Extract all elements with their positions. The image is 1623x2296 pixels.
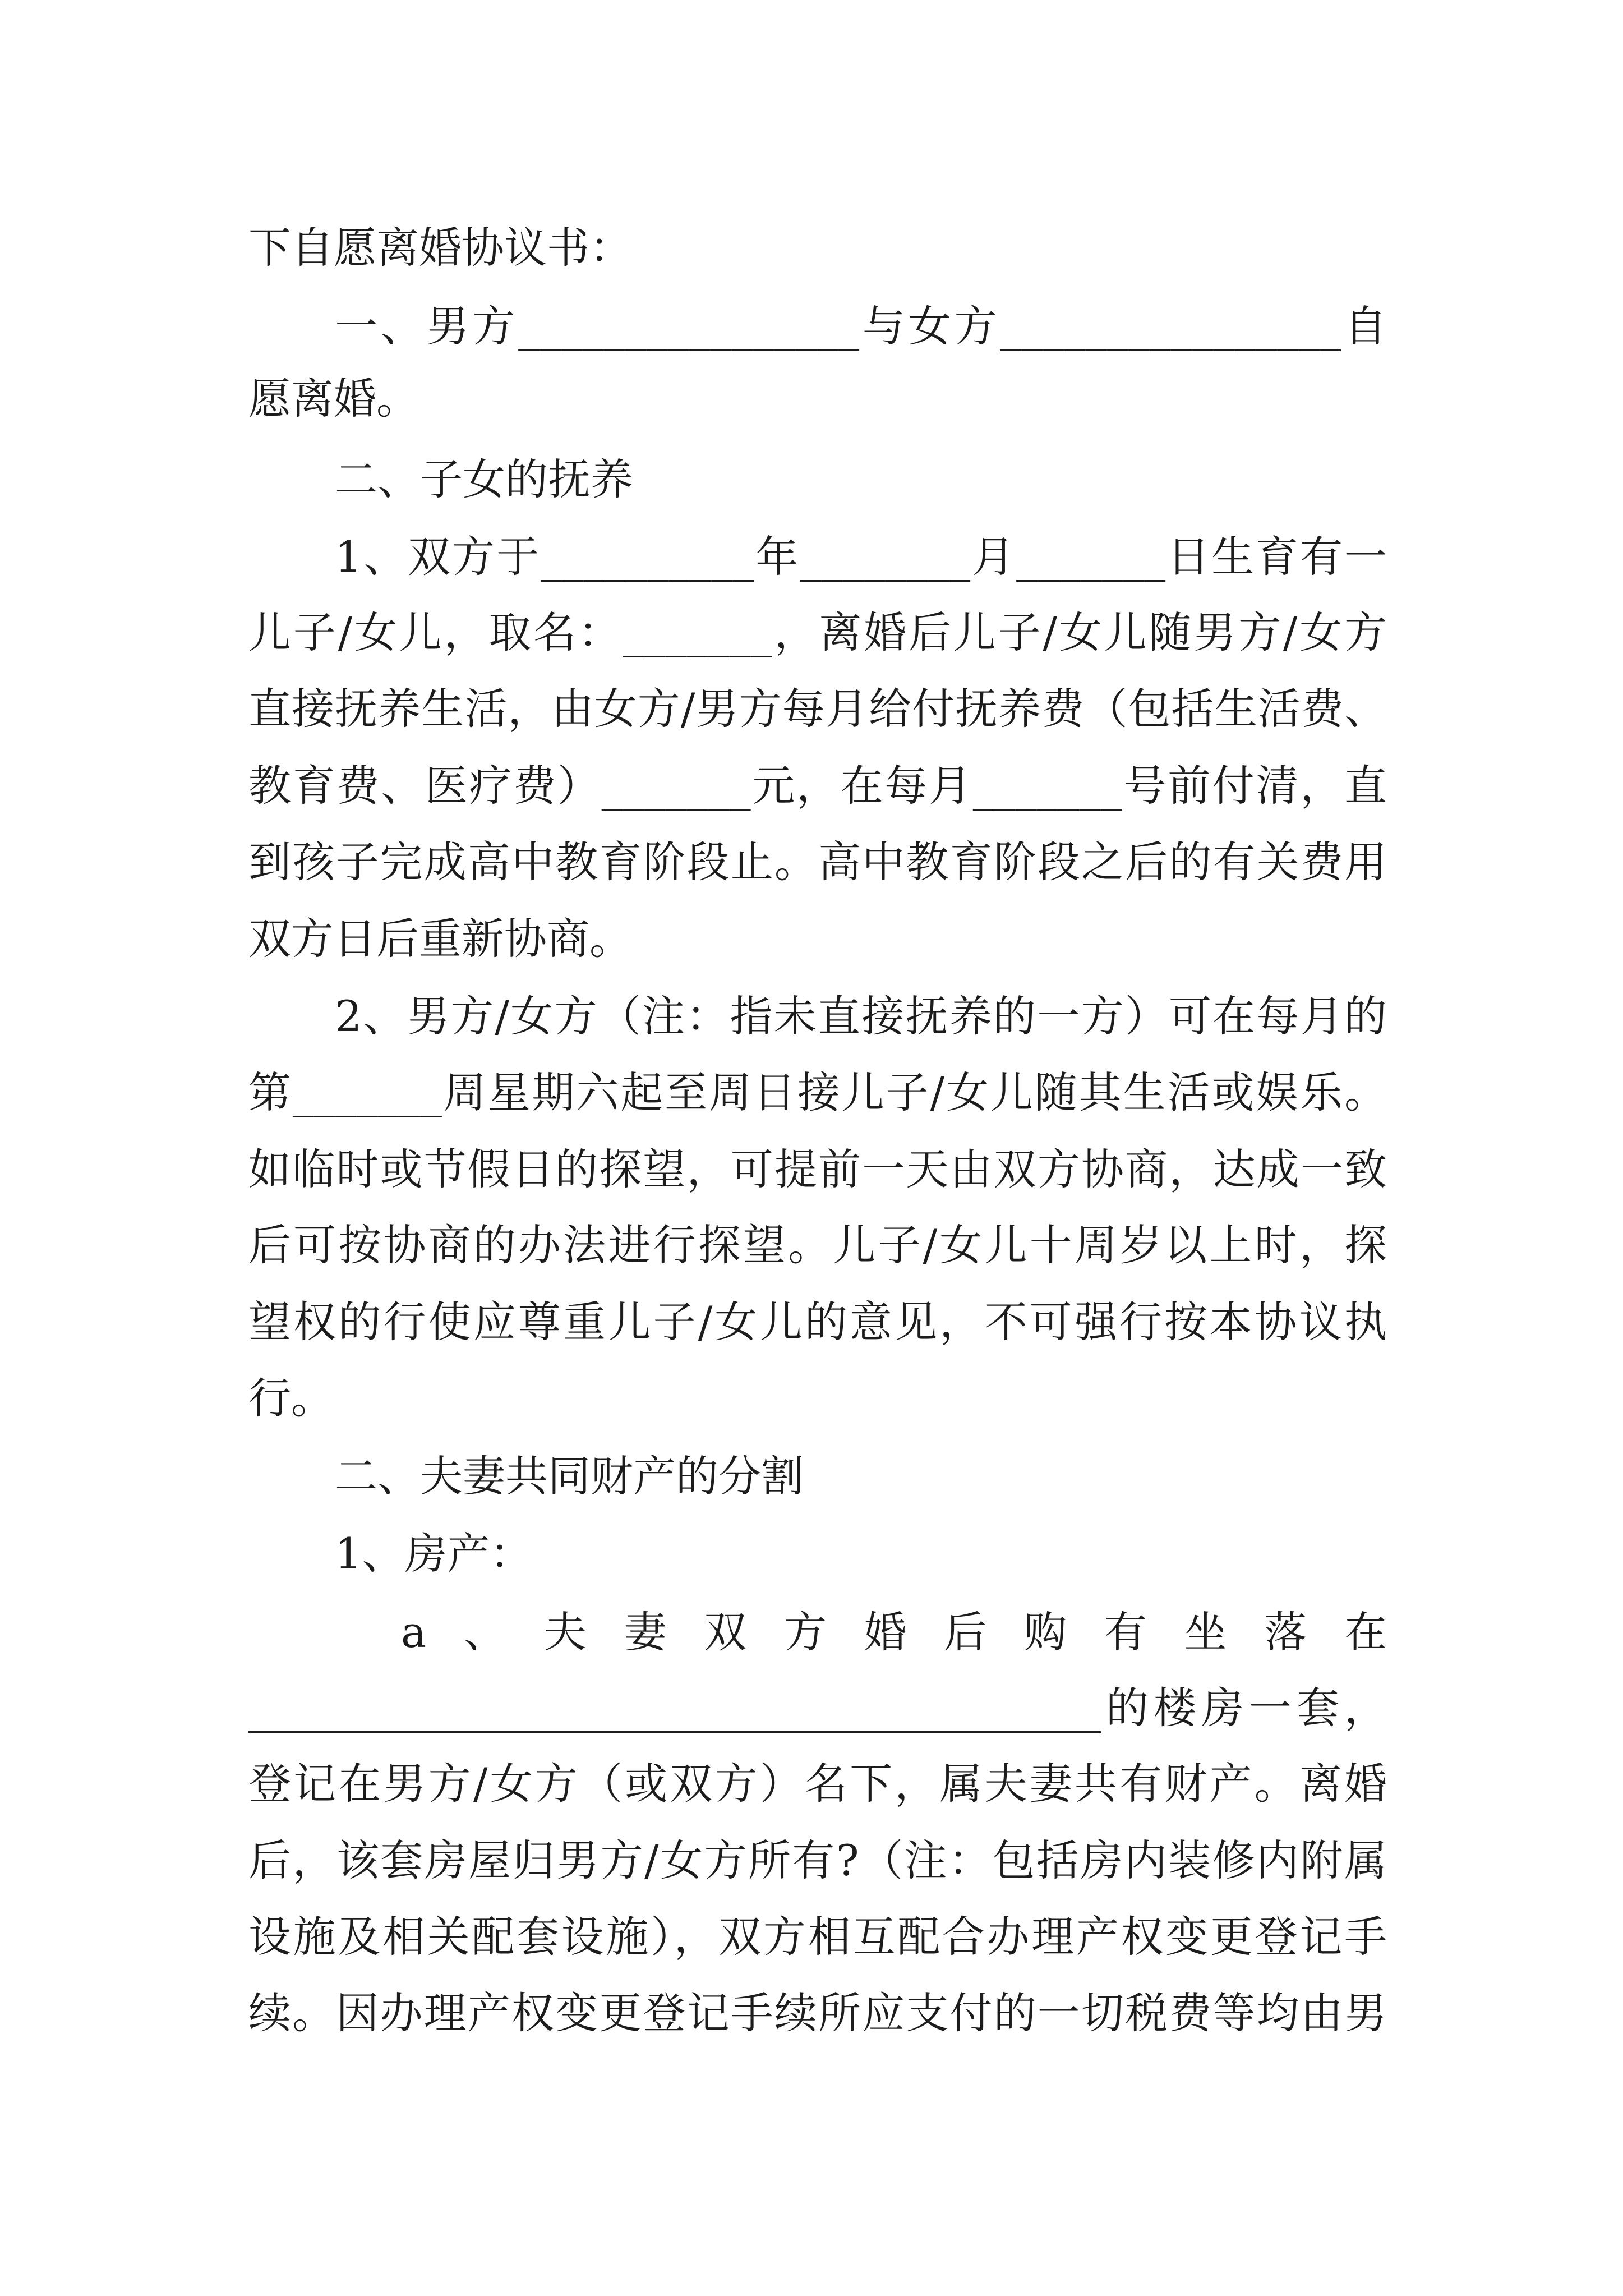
doc-line-23: 设施及相关配套设施），双方相互配合办理产权变更登记手 [248,1912,1387,1962]
doc-line-12: 第_______周星期六起至周日接儿子/女儿随其生活或娱乐。 [248,1068,1387,1117]
doc-line-2: 一、男方________________与女方________________自 [335,301,1387,351]
doc-line-7: 直接抚养生活，由女方/男方每月给付抚养费（包括生活费、 [248,684,1387,734]
doc-line-10: 双方日后重新协商。 [248,914,632,964]
doc-line-24: 续。因办理产权变更登记手续所应支付的一切税费等均由男 [248,1988,1387,2038]
doc-line-5: 1、双方于__________年________月_______日生育有一 [335,532,1387,582]
doc-line-9: 到孩子完成高中教育阶段止。高中教育阶段之后的有关费用 [248,837,1387,887]
doc-line-19: a、夫妻双方婚后购有坐落在 [401,1607,1387,1657]
subsection-heading-house: 1、房产： [335,1529,533,1579]
doc-line-16: 行。 [248,1373,334,1423]
doc-line-21: 登记在男方/女方（或双方）名下，属夫妻共有财产。离婚 [248,1759,1387,1809]
doc-line-14: 后可按协商的办法进行探望。儿子/女儿十周岁以上时，探 [248,1220,1387,1270]
doc-line-20: ________________________________________的楼房一套， [248,1683,1387,1733]
doc-line-13: 如临时或节假日的探望，可提前一天由双方协商，达成一致 [248,1144,1387,1194]
section-heading-property: 二、夫妻共同财产的分割 [335,1451,804,1501]
doc-line-1: 下自愿离婚协议书： [248,223,632,273]
section-heading-children: 二、子女的抚养 [335,454,633,504]
doc-line-6: 儿子/女儿，取名：_______，离婚后儿子/女儿随男方/女方 [248,608,1387,657]
doc-line-22: 后，该套房屋归男方/女方所有?（注：包括房内装修内附属 [248,1835,1387,1885]
doc-line-8: 教育费、医疗费）_______元，在每月_______号前付清，直 [248,761,1387,811]
doc-line-15: 望权的行使应尊重儿子/女儿的意见，不可强行按本协议执 [248,1297,1387,1347]
doc-line-3: 愿离婚。 [248,374,419,424]
doc-line-11: 2、男方/女方（注：指未直接抚养的一方）可在每月的 [335,991,1387,1041]
